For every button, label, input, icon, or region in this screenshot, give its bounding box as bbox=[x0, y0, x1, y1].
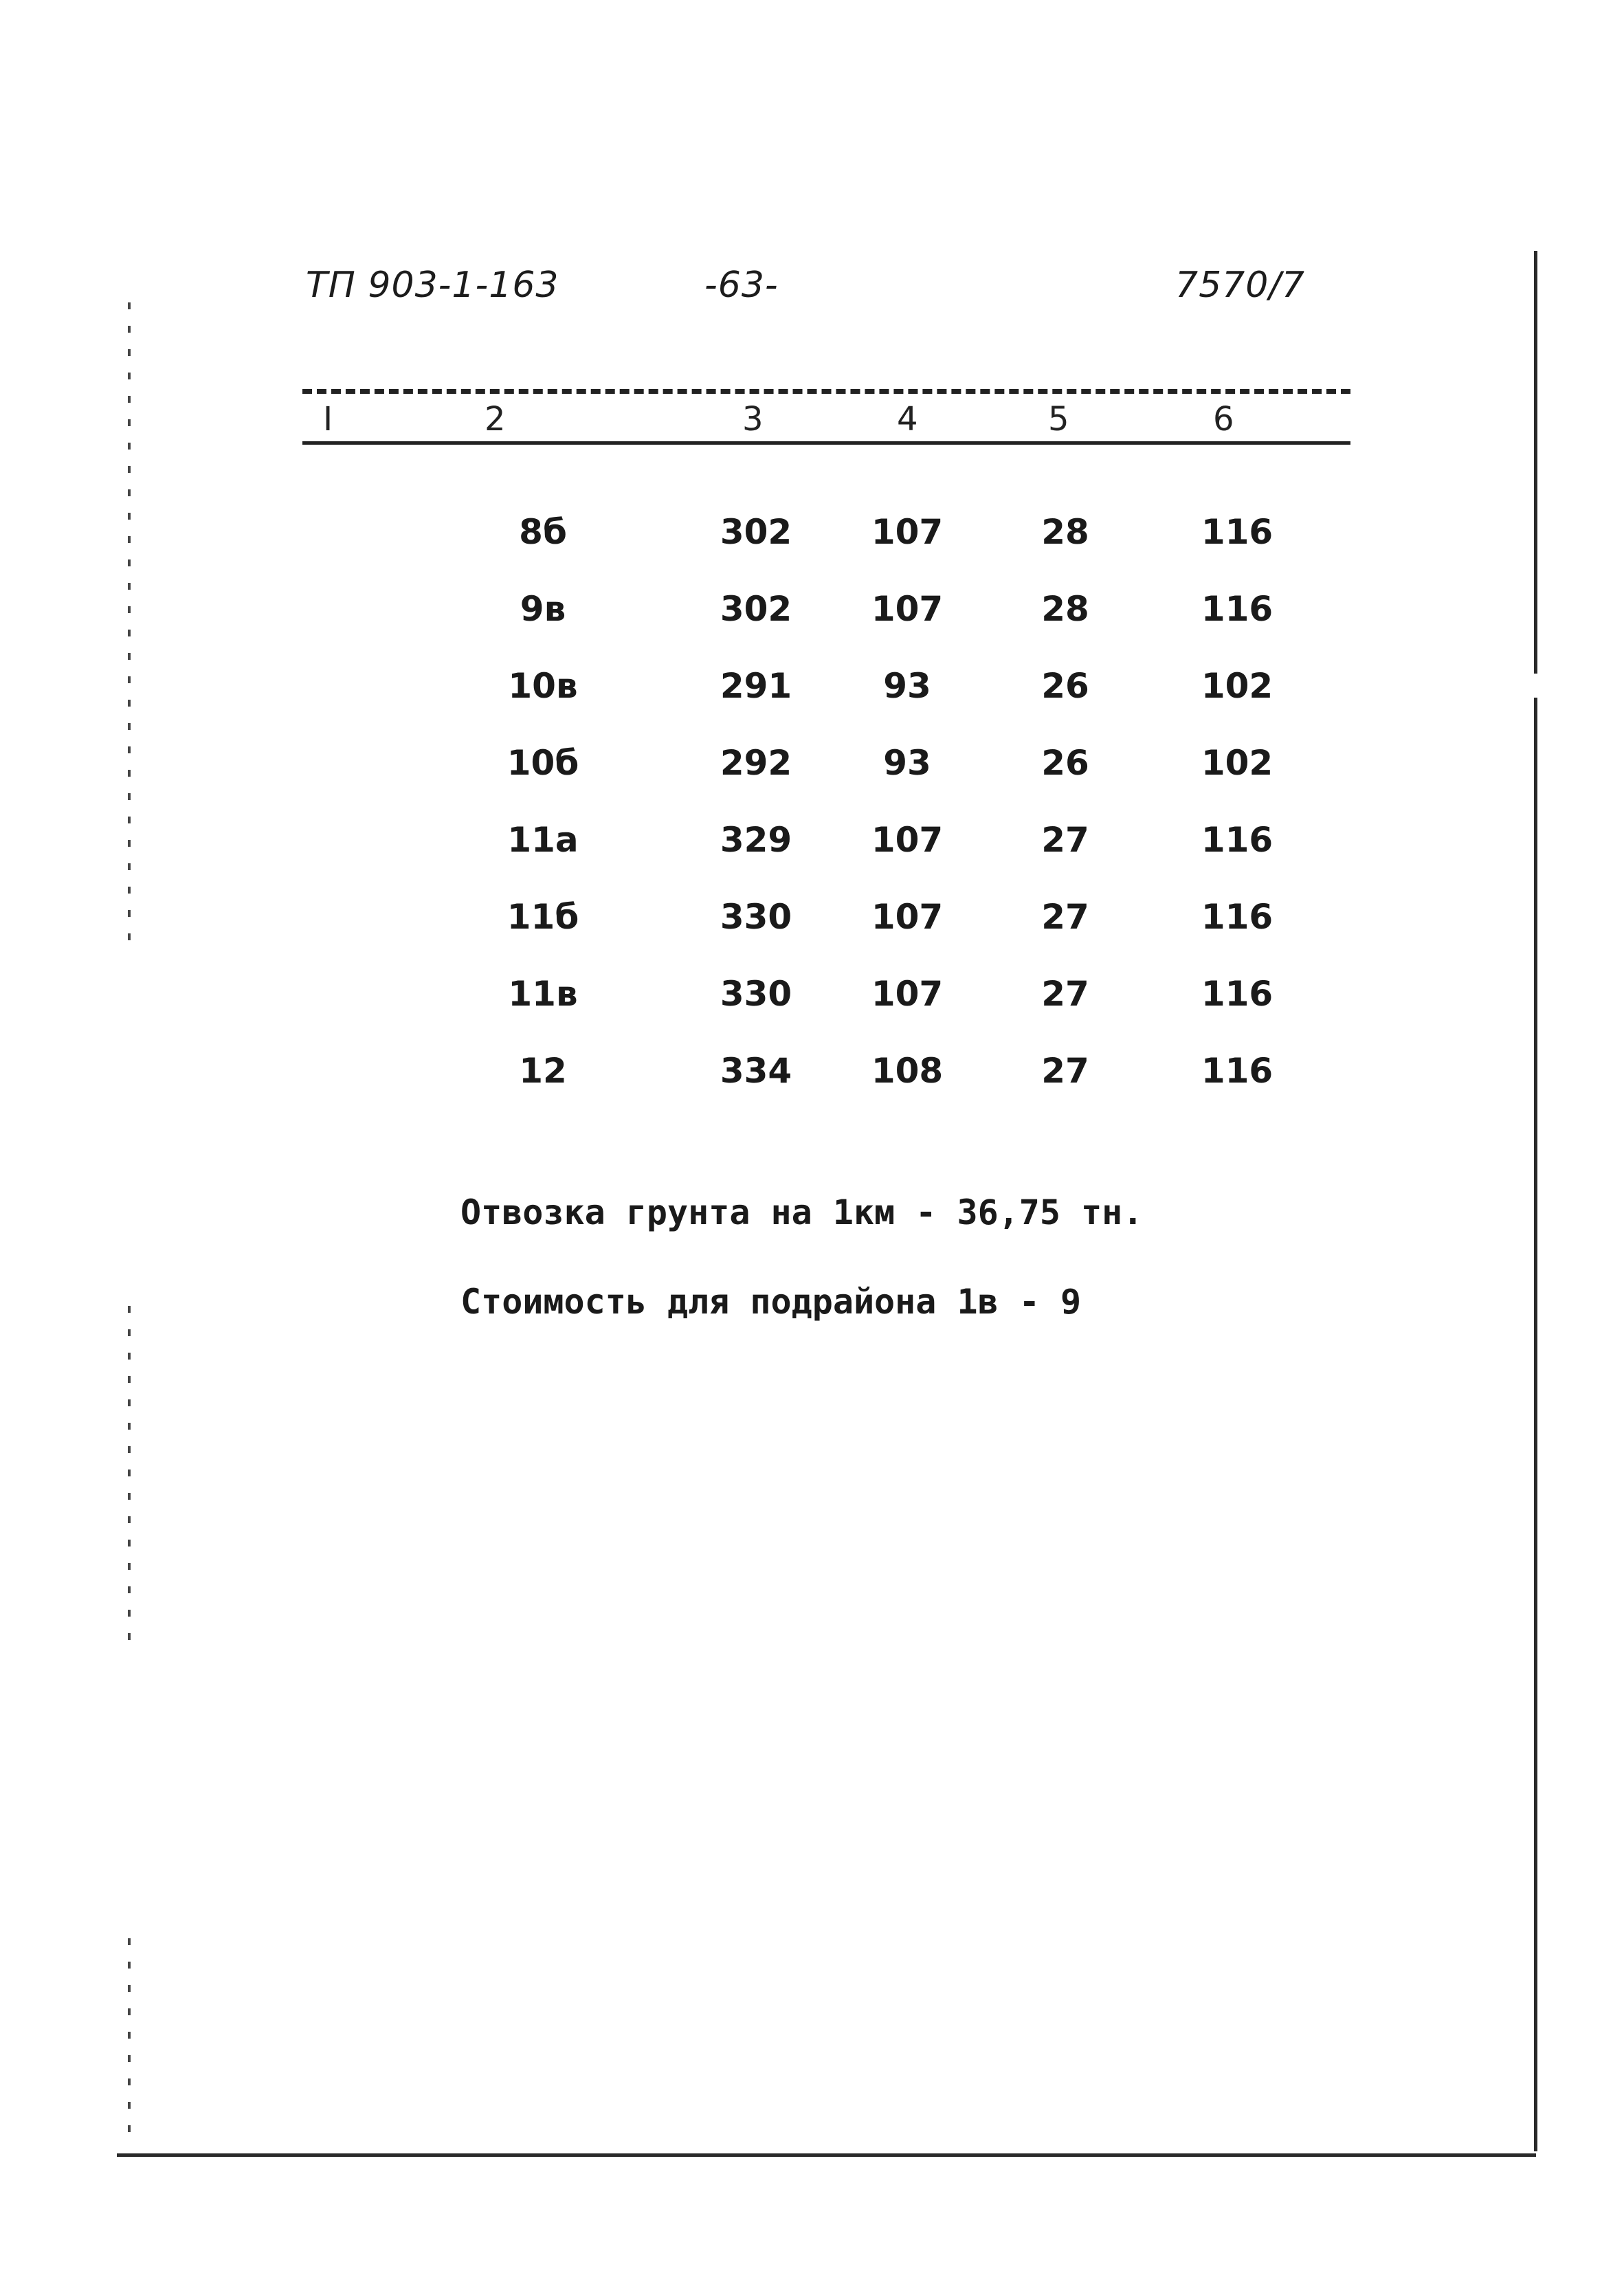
cell-col3: 330 bbox=[720, 974, 792, 1014]
binding-perforation bbox=[128, 1938, 131, 2144]
cell-col4: 107 bbox=[871, 974, 944, 1014]
column-header-6: 6 bbox=[1213, 400, 1234, 439]
cell-col5: 26 bbox=[1041, 743, 1089, 783]
cell-col6: 116 bbox=[1201, 897, 1273, 937]
column-header-3: 3 bbox=[742, 400, 764, 439]
table-top-rule bbox=[302, 389, 1350, 394]
table-row bbox=[0, 974, 1624, 1036]
table-row bbox=[0, 820, 1624, 882]
cell-col6: 116 bbox=[1201, 820, 1273, 860]
cell-section: 10б bbox=[507, 743, 579, 783]
cell-col6: 102 bbox=[1201, 743, 1273, 783]
table-row bbox=[0, 666, 1624, 728]
cell-col4: 107 bbox=[871, 512, 944, 552]
cell-col5: 27 bbox=[1041, 820, 1089, 860]
cell-col4: 107 bbox=[871, 820, 944, 860]
cell-col4: 108 bbox=[871, 1051, 944, 1091]
page-frame-right bbox=[1534, 251, 1537, 674]
cell-col6: 116 bbox=[1201, 1051, 1273, 1091]
cell-col3: 329 bbox=[720, 820, 792, 860]
cell-col6: 102 bbox=[1201, 666, 1273, 706]
haulage-note: Отвозка грунта на 1км - 36,75 тн. bbox=[460, 1193, 1144, 1232]
subregion-note: Стоимость для подрайона 1в - 9 bbox=[460, 1282, 1082, 1322]
cell-col5: 28 bbox=[1041, 512, 1089, 552]
column-header-4: 4 bbox=[897, 400, 918, 439]
cell-col5: 26 bbox=[1041, 666, 1089, 706]
cell-col3: 334 bbox=[720, 1051, 792, 1091]
page-number: -63- bbox=[704, 265, 779, 306]
cell-col3: 302 bbox=[720, 589, 792, 629]
binding-perforation bbox=[128, 302, 131, 949]
cell-section: 11а bbox=[507, 820, 579, 860]
cell-section: 12 bbox=[519, 1051, 567, 1091]
cell-col4: 107 bbox=[871, 589, 944, 629]
cell-col5: 27 bbox=[1041, 974, 1089, 1014]
column-header-5: 5 bbox=[1048, 400, 1069, 439]
table-row bbox=[0, 897, 1624, 959]
column-header-2: 2 bbox=[485, 400, 506, 439]
cell-col4: 93 bbox=[883, 666, 931, 706]
table-row bbox=[0, 743, 1624, 805]
document-code: ТП 903-1-163 bbox=[306, 265, 559, 306]
cell-col5: 27 bbox=[1041, 897, 1089, 937]
table-row bbox=[0, 589, 1624, 651]
cell-col5: 28 bbox=[1041, 589, 1089, 629]
cell-col3: 291 bbox=[720, 666, 792, 706]
cell-col4: 107 bbox=[871, 897, 944, 937]
page-frame-right bbox=[1534, 698, 1537, 2151]
table-header-rule bbox=[302, 441, 1350, 445]
document-number: 7570/7 bbox=[1175, 265, 1305, 306]
cell-section: 11б bbox=[507, 897, 579, 937]
cell-section: 8б bbox=[519, 512, 567, 552]
cell-col4: 93 bbox=[883, 743, 931, 783]
cell-col6: 116 bbox=[1201, 512, 1273, 552]
cell-section: 9в bbox=[520, 589, 566, 629]
table-row bbox=[0, 512, 1624, 574]
cell-col5: 27 bbox=[1041, 1051, 1089, 1091]
cell-section: 11в bbox=[508, 974, 578, 1014]
binding-perforation bbox=[128, 1306, 131, 1650]
cell-col6: 116 bbox=[1201, 974, 1273, 1014]
page-frame-bottom bbox=[117, 2153, 1536, 2157]
cell-col3: 292 bbox=[720, 743, 792, 783]
cell-col6: 116 bbox=[1201, 589, 1273, 629]
cell-col3: 330 bbox=[720, 897, 792, 937]
cell-col3: 302 bbox=[720, 512, 792, 552]
table-row bbox=[0, 1051, 1624, 1113]
column-header-1: I bbox=[323, 400, 333, 439]
cell-section: 10в bbox=[508, 666, 578, 706]
